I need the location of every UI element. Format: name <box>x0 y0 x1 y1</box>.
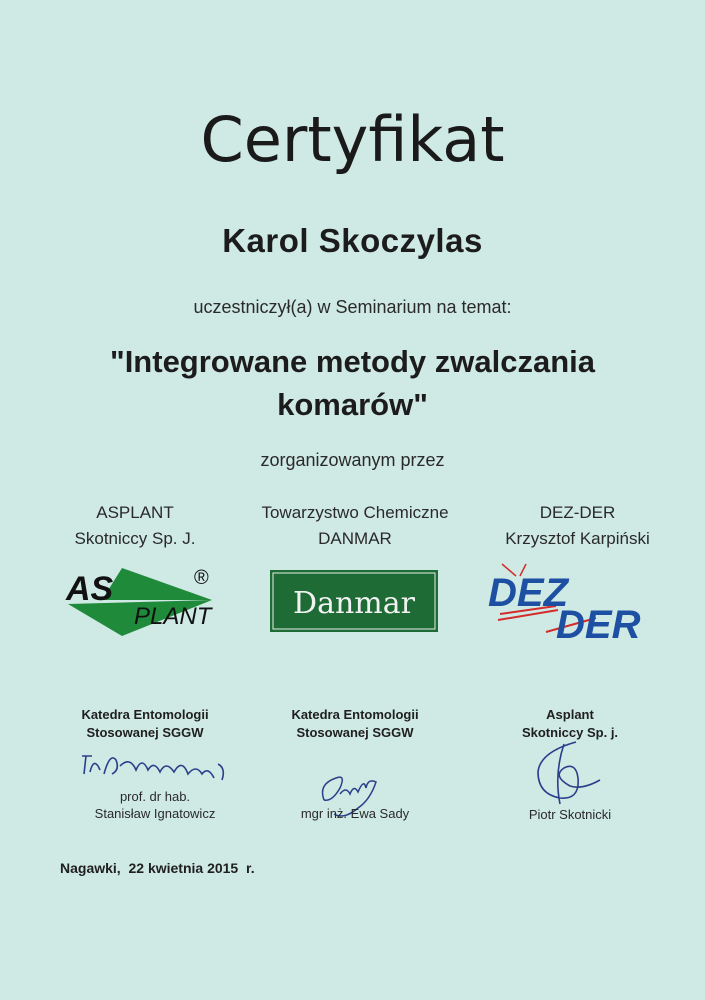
organized-by-text: zorganizowanym przez <box>260 450 445 470</box>
dezder-logo <box>486 562 650 642</box>
signatory-dept <box>255 706 455 742</box>
signatory-name <box>255 805 455 822</box>
dept-line1: Asplant <box>546 707 594 722</box>
danmar-logo-text: Danmar <box>293 586 415 621</box>
signatory-name <box>55 788 255 822</box>
signatory-dept <box>40 706 250 742</box>
organizer-line1: DEZ-DER <box>539 503 616 522</box>
signatory-fullname: mgr inż. Ewa Sady <box>300 806 410 821</box>
asplant-logo <box>62 562 222 640</box>
organizer-line2: Krzysztof Karpiński <box>505 529 650 548</box>
organizer-line1: ASPLANT <box>96 503 174 522</box>
signatory-fullname: Stanisław Ignatowicz <box>94 806 216 821</box>
dept-line2: Stosowanej SGGW <box>296 725 414 740</box>
signature-ignatowicz <box>78 744 240 792</box>
dept-line1: Katedra Entomologii <box>291 707 419 722</box>
asplant-logo-text: AS <box>66 570 114 608</box>
recipient-name: Karol Skoczylas <box>222 222 483 259</box>
signatory-name <box>475 806 665 823</box>
date-suffix: r. <box>246 860 255 876</box>
dept-line2: Skotniccy Sp. j. <box>521 725 619 740</box>
asplant-logo-subtext: PLANT <box>134 603 212 630</box>
date-value: 22 kwietnia 2015 <box>128 860 239 876</box>
organizer-line2: DANMAR <box>318 529 392 548</box>
organizer-line1: Towarzystwo Chemiczne <box>261 503 449 522</box>
signatory-title: prof. dr hab. <box>119 789 191 804</box>
organizer-danmar <box>235 500 475 552</box>
signature-skotnicki <box>524 736 608 810</box>
certificate-title: Certyfikat <box>200 103 505 176</box>
danmar-logo <box>270 570 438 632</box>
dezder-logo-text: DEZ <box>488 571 568 615</box>
date-place: Nagawki, <box>60 860 121 876</box>
date-line <box>60 860 255 876</box>
dept-line2: Stosowanej SGGW <box>86 725 204 740</box>
organizer-dezder <box>470 500 685 552</box>
seminar-topic: "Integrowane metody zwalczania komarów" <box>110 344 595 422</box>
dept-line1: Katedra Entomologii <box>81 707 209 722</box>
participation-text: uczestniczył(a) w Seminarium na temat: <box>193 297 512 317</box>
organizer-line2: Skotniccy Sp. J. <box>74 529 196 548</box>
organizer-asplant <box>40 500 230 552</box>
registered-mark: ® <box>194 567 209 589</box>
dezder-logo-subtext: DER <box>556 603 641 642</box>
signatory-fullname: Piotr Skotnicki <box>528 807 612 822</box>
